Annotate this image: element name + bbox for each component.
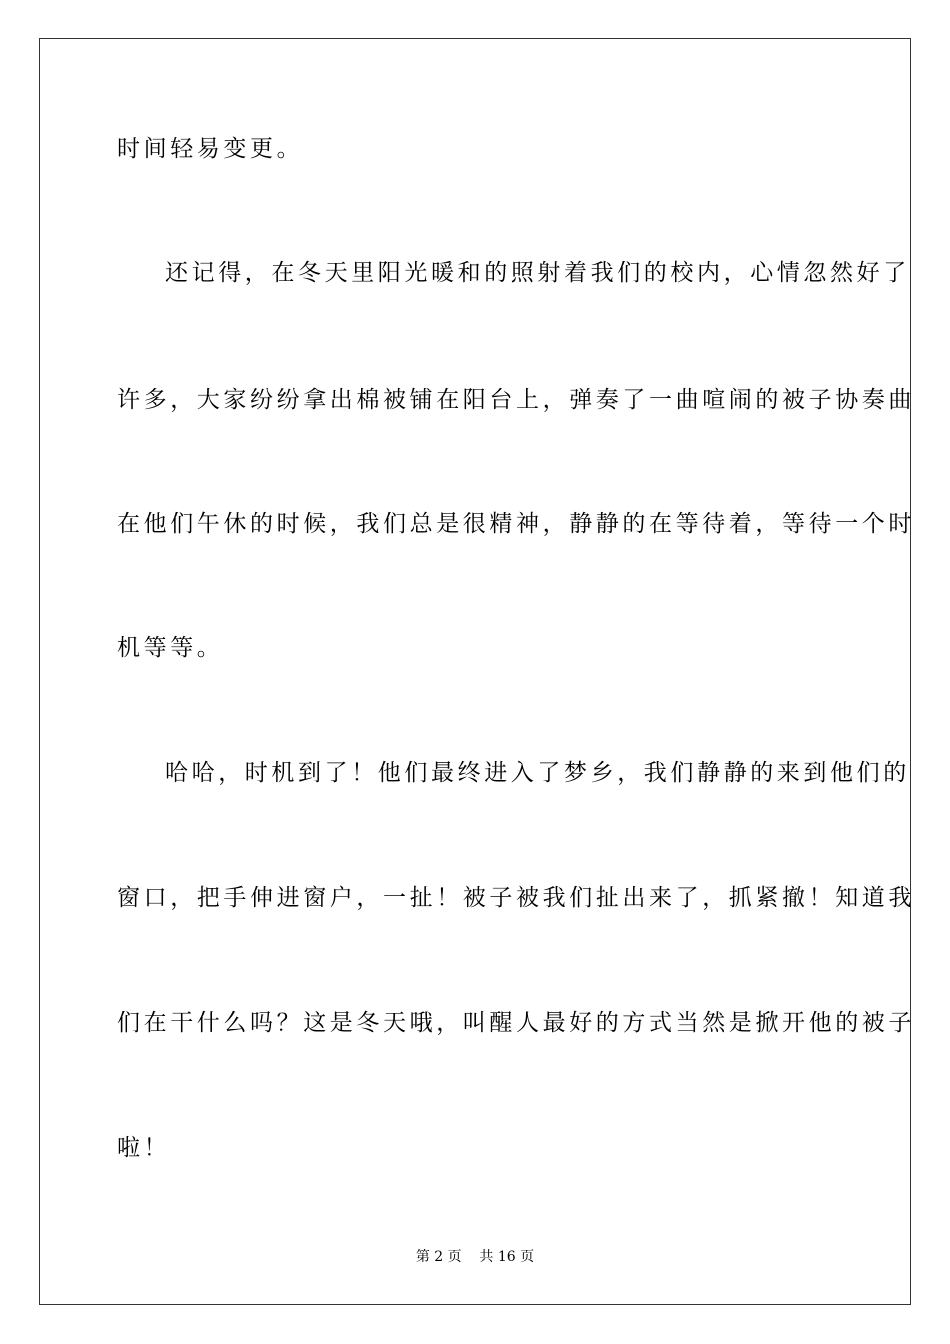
text-line-2: 还记得，在冬天里阳光暖和的照射着我们的校内，心情忽然好了 (165, 260, 910, 286)
text-line-6: 哈哈，时机到了！他们最终进入了梦乡，我们静静的来到他们的 (165, 760, 910, 786)
page-border (39, 38, 915, 1305)
page-indicator: 第 2 页 共 16 页 (415, 1249, 535, 1265)
text-line-8: 们在干什么吗？这是冬天哦，叫醒人最好的方式当然是掀开他的被子 (117, 1010, 915, 1036)
text-line-4: 在他们午休的时候，我们总是很精神，静静的在等待着，等待一个时 (117, 511, 915, 537)
text-line-1: 时间轻易变更。 (117, 136, 304, 162)
text-line-9: 啦！ (117, 1135, 171, 1161)
text-line-5: 机等等。 (117, 635, 224, 661)
text-line-7: 窗口，把手伸进窗户，一扯！被子被我们扯出来了，抓紧撤！知道我 (117, 885, 915, 911)
text-line-3: 许多，大家纷纷拿出棉被铺在阳台上，弹奏了一曲喧闹的被子协奏曲 (117, 387, 915, 413)
